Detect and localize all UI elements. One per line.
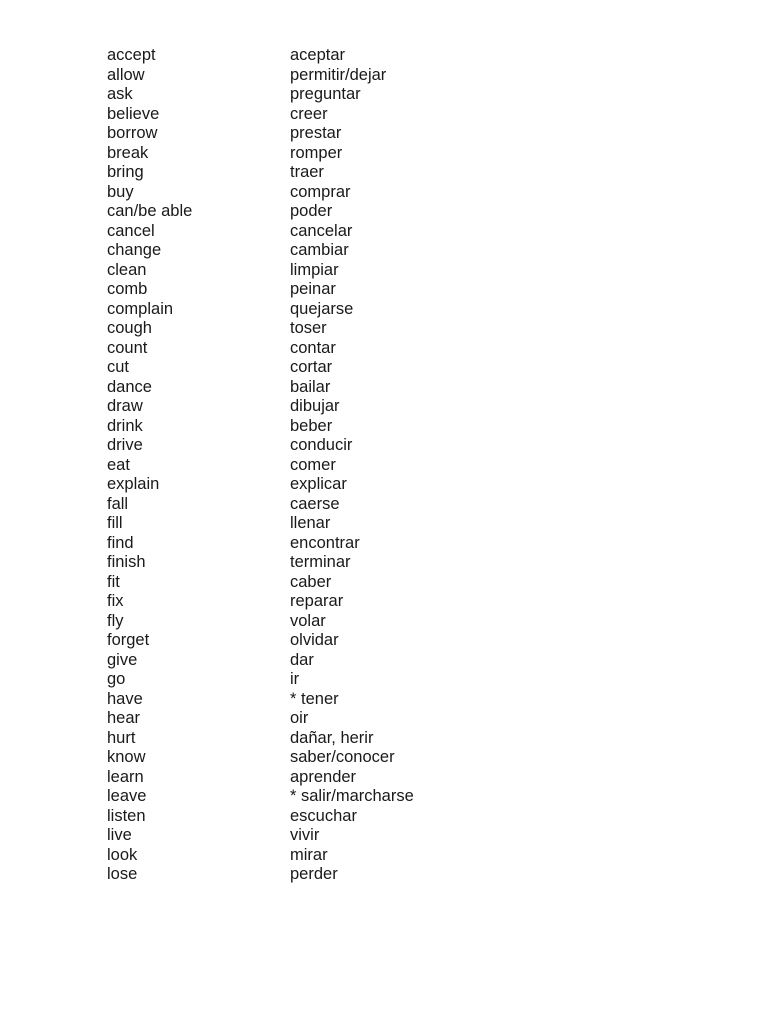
vocab-row — [107, 144, 414, 164]
english-word: cough — [107, 319, 152, 337]
spanish-translation: beber — [290, 416, 333, 435]
vocab-row — [107, 709, 414, 729]
vocab-row — [107, 631, 414, 651]
english-word: borrow — [107, 124, 158, 142]
vocab-row — [107, 300, 414, 320]
english-word: believe — [107, 104, 160, 123]
english-word: have — [107, 689, 143, 708]
spanish-translation: ir — [290, 670, 300, 688]
spanish-translation: cambiar — [290, 241, 349, 259]
spanish-translation: poder — [290, 202, 333, 220]
spanish-translation: * tener — [290, 689, 339, 708]
spanish-translation: dibujar — [290, 397, 340, 415]
vocab-row — [107, 163, 414, 183]
spanish-translation: cancelar — [290, 221, 353, 240]
vocab-row — [107, 183, 414, 203]
english-word: accept — [107, 46, 156, 64]
spanish-translation: volar — [290, 611, 326, 630]
english-word: count — [107, 338, 148, 357]
spanish-translation: comer — [290, 455, 336, 474]
english-word: comb — [107, 280, 148, 298]
english-word: cut — [107, 358, 130, 376]
spanish-translation: bailar — [290, 377, 331, 396]
vocab-row — [107, 475, 414, 495]
english-word: buy — [107, 182, 134, 201]
vocab-row — [107, 358, 414, 378]
spanish-translation: encontrar — [290, 533, 360, 552]
english-word: eat — [107, 455, 130, 474]
vocab-row — [107, 690, 414, 710]
english-word: leave — [107, 787, 147, 805]
spanish-translation: explicar — [290, 475, 347, 493]
spanish-translation: mirar — [290, 845, 328, 864]
vocab-row — [107, 241, 414, 261]
spanish-translation: dañar, herir — [290, 728, 374, 747]
vocab-row — [107, 66, 414, 86]
english-word: lose — [107, 865, 138, 883]
vocab-row — [107, 105, 414, 125]
spanish-translation: permitir/dejar — [290, 65, 387, 84]
spanish-translation: quejarse — [290, 299, 354, 318]
spanish-translation: * salir/marcharse — [290, 787, 414, 805]
vocab-row — [107, 261, 414, 281]
english-word: bring — [107, 163, 144, 181]
vocab-row — [107, 573, 414, 593]
spanish-translation: peinar — [290, 280, 336, 298]
english-word: forget — [107, 631, 150, 649]
spanish-translation: perder — [290, 865, 338, 883]
english-word: find — [107, 533, 134, 552]
spanish-translation: contar — [290, 338, 336, 357]
english-word: hurt — [107, 728, 136, 747]
english-word: change — [107, 241, 162, 259]
spanish-translation: traer — [290, 163, 324, 181]
spanish-translation: toser — [290, 319, 327, 337]
vocab-row — [107, 514, 414, 534]
spanish-translation: prestar — [290, 124, 342, 142]
spanish-translation: romper — [290, 143, 343, 162]
english-word: hear — [107, 709, 141, 727]
spanish-translation: vivir — [290, 826, 320, 844]
english-word: listen — [107, 806, 146, 825]
spanish-translation: conducir — [290, 436, 353, 454]
vocab-row — [107, 534, 414, 554]
english-word: can/be able — [107, 202, 193, 220]
english-word: allow — [107, 65, 145, 84]
vocab-row — [107, 768, 414, 788]
english-word: live — [107, 826, 132, 844]
spanish-translation: caber — [290, 572, 332, 591]
vocab-row — [107, 612, 414, 632]
english-word: fit — [107, 572, 120, 591]
english-word: break — [107, 143, 149, 162]
vocab-row — [107, 397, 414, 417]
english-word: complain — [107, 299, 174, 318]
spanish-translation: aceptar — [290, 46, 346, 64]
vocab-row — [107, 592, 414, 612]
vocab-row — [107, 202, 414, 222]
vocab-row — [107, 222, 414, 242]
english-word: ask — [107, 85, 133, 103]
vocab-row — [107, 436, 414, 456]
english-word: go — [107, 670, 126, 688]
vocab-row — [107, 846, 414, 866]
english-word: finish — [107, 553, 146, 571]
spanish-translation: aprender — [290, 767, 357, 786]
english-word: dance — [107, 377, 152, 396]
english-word: fix — [107, 592, 124, 610]
english-word: drive — [107, 436, 143, 454]
english-word: fill — [107, 514, 123, 532]
vocab-row — [107, 456, 414, 476]
english-word: drink — [107, 416, 143, 435]
vocabulary-list — [107, 46, 414, 885]
english-word: clean — [107, 260, 147, 279]
english-word: fly — [107, 611, 124, 630]
vocab-row — [107, 495, 414, 515]
spanish-translation: oir — [290, 709, 309, 727]
vocab-row — [107, 46, 414, 66]
vocab-row — [107, 807, 414, 827]
vocab-row — [107, 651, 414, 671]
spanish-translation: caerse — [290, 494, 340, 513]
vocab-row — [107, 865, 414, 885]
english-word: give — [107, 650, 138, 669]
vocab-row — [107, 85, 414, 105]
vocab-row — [107, 417, 414, 437]
spanish-translation: saber/conocer — [290, 748, 395, 766]
spanish-translation: olvidar — [290, 631, 339, 649]
vocab-row — [107, 826, 414, 846]
spanish-translation: reparar — [290, 592, 344, 610]
spanish-translation: creer — [290, 104, 328, 123]
english-word: look — [107, 845, 138, 864]
english-word: draw — [107, 397, 143, 415]
vocab-row — [107, 787, 414, 807]
vocab-row — [107, 378, 414, 398]
vocab-row — [107, 670, 414, 690]
english-word: cancel — [107, 221, 155, 240]
english-word: know — [107, 748, 146, 766]
vocab-row — [107, 339, 414, 359]
spanish-translation: limpiar — [290, 260, 339, 279]
english-word: explain — [107, 475, 160, 493]
vocab-row — [107, 553, 414, 573]
spanish-translation: preguntar — [290, 85, 361, 103]
vocab-row — [107, 748, 414, 768]
spanish-translation: terminar — [290, 553, 351, 571]
spanish-translation: cortar — [290, 358, 333, 376]
vocab-row — [107, 124, 414, 144]
spanish-translation: llenar — [290, 514, 331, 532]
english-word: fall — [107, 494, 129, 513]
spanish-translation: dar — [290, 650, 314, 669]
spanish-translation: escuchar — [290, 806, 357, 825]
vocab-row — [107, 280, 414, 300]
vocab-row — [107, 729, 414, 749]
spanish-translation: comprar — [290, 182, 351, 201]
vocab-row — [107, 319, 414, 339]
english-word: learn — [107, 767, 144, 786]
